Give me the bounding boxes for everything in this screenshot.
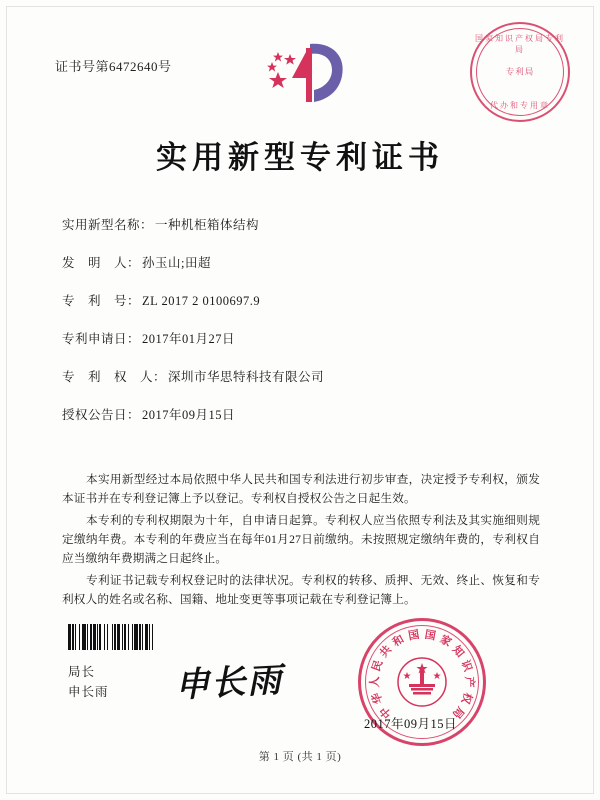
field-row-patentee (62, 367, 532, 385)
barcode-bar (82, 624, 86, 650)
field-value: 深圳市华思特科技有限公司 (168, 370, 325, 384)
body-text (62, 470, 540, 612)
stamp-arc-top: 国家知识产权局专利局 (475, 34, 565, 54)
seal-char: 产 (463, 676, 475, 688)
barcode-bar (112, 624, 113, 650)
handwritten-signature: 申长雨 (174, 662, 285, 705)
field-label: 专 利 号： (62, 294, 141, 308)
barcode-bar (134, 624, 138, 650)
barcode-bar (122, 624, 123, 650)
stamp-arc-bottom: 代办和专用章 (490, 101, 550, 110)
field-row-patent-number (62, 291, 532, 309)
field-row-inventor (62, 253, 532, 271)
barcode-bar (79, 624, 80, 650)
director-label: 局长 (68, 665, 96, 679)
seal-char: 识 (458, 658, 474, 674)
patent-office-logo (262, 38, 352, 110)
page-footer: 第 1 页 (共 1 页) (258, 751, 342, 763)
field-row-grant-date (62, 405, 532, 423)
certificate-number: 证书号第6472640号 (55, 59, 172, 74)
seal-char: 华 (370, 690, 386, 706)
field-label: 授权公告日： (62, 408, 141, 422)
barcode-bar (114, 624, 116, 650)
barcode-bar (104, 624, 105, 650)
field-label: 实用新型名称： (62, 218, 154, 232)
field-value: 孙玉山;田超 (142, 256, 211, 270)
seal-char: 国 (423, 628, 437, 643)
field-value: 2017年09月15日 (142, 408, 236, 422)
barcode (68, 624, 256, 650)
seal-char: 共 (377, 643, 395, 660)
seal-char: 国 (407, 628, 421, 643)
field-list (62, 215, 532, 443)
barcode-bar (149, 624, 150, 650)
national-emblem-icon (396, 656, 448, 708)
page-title: 实用新型专利证书 (156, 140, 444, 175)
seal-char: 民 (370, 658, 386, 674)
seal-char: 中 (377, 704, 395, 721)
barcode-bar (68, 624, 71, 650)
field-label: 发 明 人： (62, 256, 141, 270)
barcode-bar (132, 624, 133, 650)
barcode-bar (107, 624, 108, 650)
seal-char: 知 (449, 643, 467, 660)
body-paragraph-3: 专利证书记载专利权登记时的法律状况。专利权的转移、质押、无效、终止、恢复和专利权人的姓名或名称、国籍、地址变更等事项记载在专利登记簿上。 (62, 574, 540, 606)
barcode-bar (128, 624, 129, 650)
barcode-bar (139, 624, 141, 650)
field-value: ZL 2017 2 0100697.9 (142, 294, 261, 308)
office-stamp-top-right (470, 22, 570, 122)
seal-char: 局 (449, 704, 467, 721)
barcode-bar (142, 624, 143, 650)
field-label: 专 利 权 人： (62, 370, 167, 384)
director-name: 申长雨 (68, 685, 109, 699)
signature-block (68, 662, 109, 702)
body-paragraph-1: 本实用新型经过本局依照中华人民共和国专利法进行初步审查，决定授予专利权，颁发本证书并在专利登记簿上予以登记。专利权自授权公告之日起生效。 (62, 473, 540, 505)
barcode-bar (124, 624, 126, 650)
barcode-bar (93, 624, 96, 650)
field-label: 专利申请日： (62, 332, 141, 346)
seal-char: 家 (437, 633, 454, 650)
field-value: 2017年01月27日 (142, 332, 236, 346)
seal-date: 2017年09月15日 (364, 717, 458, 731)
field-value: 一种机柜箱体结构 (155, 218, 260, 232)
body-paragraph-2: 本专利的专利权期限为十年，自申请日起算。专利权人应当依照专利法及其实施细则规定缴纳年费。本专利的年费应当在每年01月27日前缴纳。未按照规定缴纳年费的，专利权自应当缴纳年费期满之日起终止。 (62, 514, 540, 565)
barcode-bar (145, 624, 148, 650)
barcode-bar (97, 624, 98, 650)
barcode-bar (72, 624, 74, 650)
seal-char: 和 (390, 633, 407, 650)
stamp-center-text: 专利局 (505, 66, 535, 77)
seal-char: 人 (369, 676, 381, 688)
barcode-bar (152, 624, 153, 650)
field-row-name (62, 215, 532, 233)
seal-char: 权 (458, 690, 474, 706)
barcode-bar (90, 624, 92, 650)
field-row-application-date (62, 329, 532, 347)
barcode-bar (87, 624, 88, 650)
barcode-bar (117, 624, 120, 650)
barcode-bar (99, 624, 101, 650)
barcode-bar (75, 624, 76, 650)
